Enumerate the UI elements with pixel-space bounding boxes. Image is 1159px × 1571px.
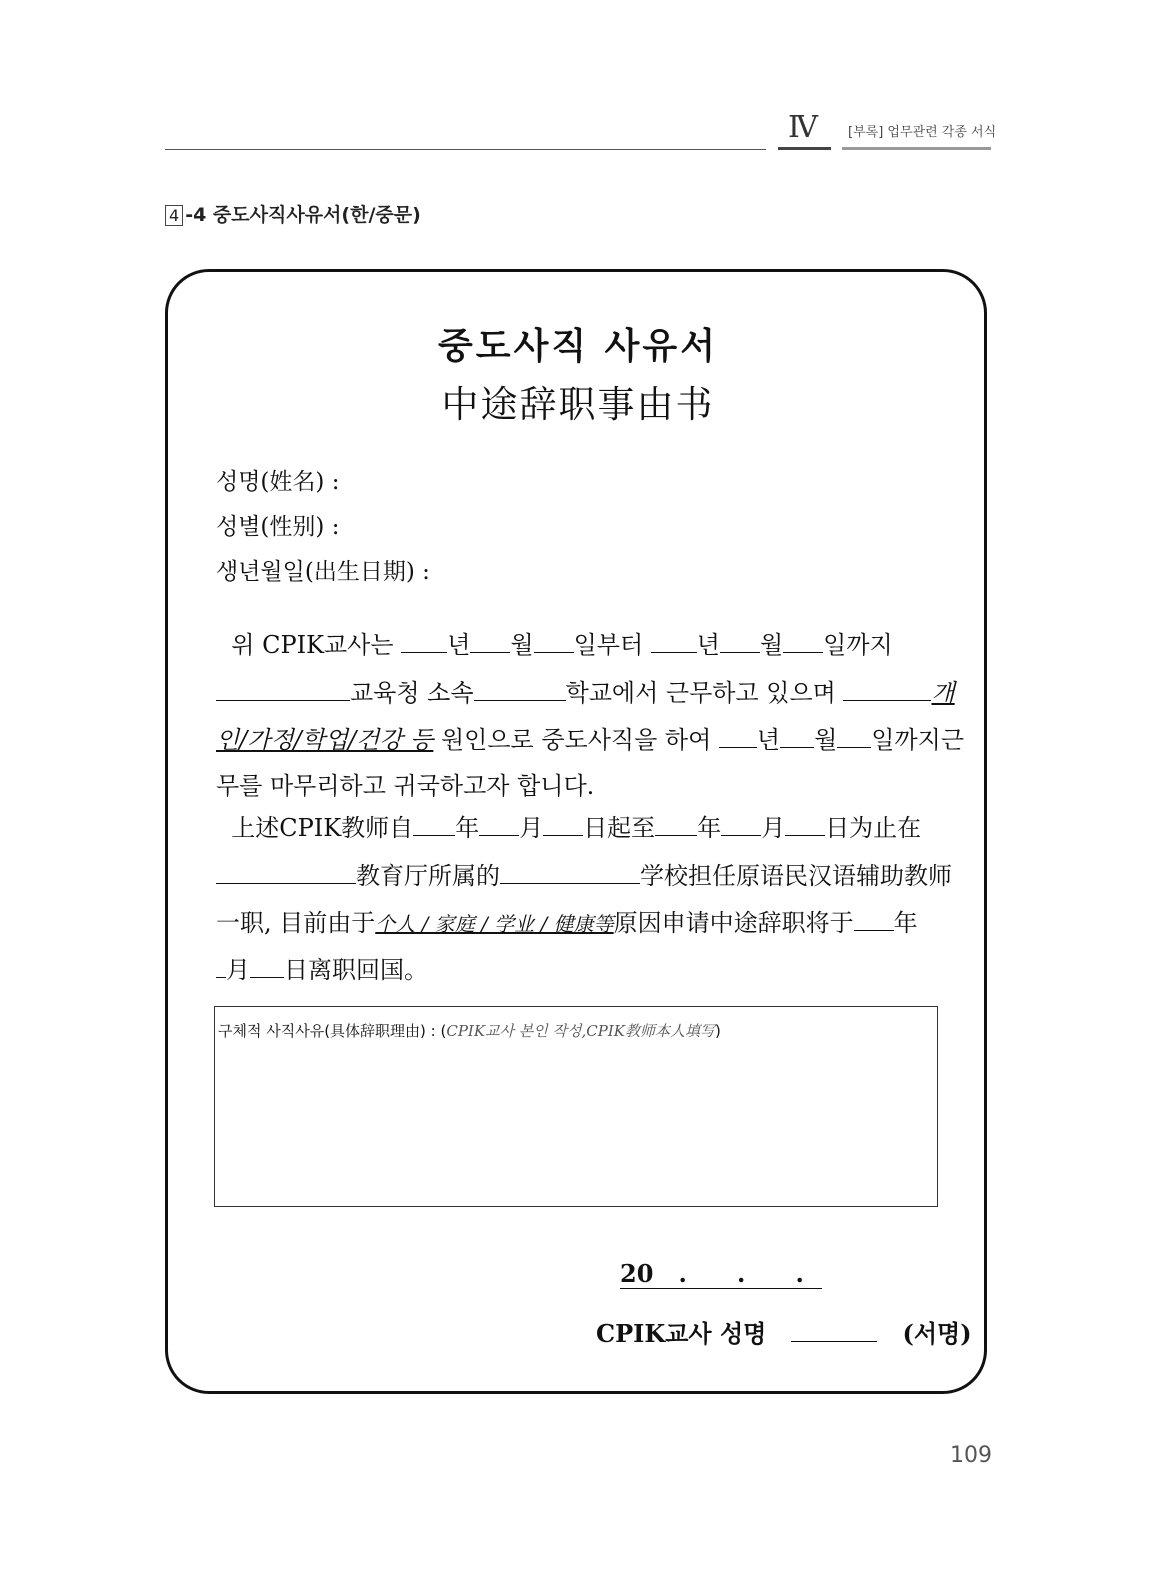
date-field[interactable]: 20 . . . <box>620 1260 822 1289</box>
blank-edu-dept[interactable] <box>216 865 356 884</box>
field-birthdate: 생년월일(出生日期) : <box>216 559 430 585</box>
blank-month[interactable] <box>720 634 760 653</box>
blank-month[interactable] <box>721 817 761 836</box>
reason-note: CPIK교사 본인 작성,CPIK教师本人填写 <box>446 1022 716 1040</box>
signature-line <box>596 1314 972 1349</box>
blank-year[interactable] <box>719 729 757 748</box>
reason-options: 인/가정/학업/건강 등 <box>216 726 434 754</box>
reason-label <box>218 1020 721 1041</box>
text: 학교에서 근무하고 있으며 <box>565 679 836 707</box>
blank-year[interactable] <box>413 817 455 836</box>
form-title-chinese: 中途辞职事由书 <box>441 383 715 426</box>
blank-day[interactable] <box>250 959 284 978</box>
section-number: 4 <box>165 205 183 226</box>
reason-options: 个人 / 家庭 / 学业 / 健康等 <box>375 912 614 936</box>
text: 월 <box>814 726 838 754</box>
text: 上述CPIK教师自 <box>231 814 414 842</box>
text: 원인으로 중도사직을 하여 <box>441 726 712 754</box>
signature-label: CPIK교사 성명 <box>596 1319 767 1348</box>
signature-suffix: (서명) <box>902 1319 972 1348</box>
blank-school[interactable] <box>474 682 566 701</box>
ko-line-2 <box>216 673 955 708</box>
text: 日为止在 <box>825 814 922 842</box>
blank-day[interactable] <box>837 729 871 748</box>
text: 年 <box>697 814 722 842</box>
text: 월 <box>510 631 534 659</box>
header-divider <box>165 149 766 150</box>
chapter-title-underline <box>842 147 991 150</box>
blank-day[interactable] <box>783 634 823 653</box>
blank-year[interactable] <box>651 634 697 653</box>
text: 구체적 사직사유(具体辞职理由) : ( <box>218 1022 447 1040</box>
zh-line-1 <box>216 808 944 843</box>
text: 년 <box>696 631 720 659</box>
text: 일까지근 <box>871 726 965 754</box>
blank-month[interactable] <box>479 817 519 836</box>
text: 学校担任原语民汉语辅助教师 <box>640 862 952 890</box>
text: 년 <box>756 726 781 754</box>
field-gender: 성별(性别) : <box>216 514 340 540</box>
text: 月 <box>761 814 786 842</box>
text: 日起至 <box>583 814 656 842</box>
section-title: 중도사직사유서(한/중문) <box>212 204 421 226</box>
text: 위 CPIK교사는 <box>231 631 394 659</box>
text: 年 <box>893 909 918 937</box>
blank-year[interactable] <box>854 912 894 931</box>
text: 년 <box>447 631 471 659</box>
text: 월 <box>759 631 784 659</box>
text: 일까지 <box>823 631 893 659</box>
blank-year[interactable] <box>401 634 447 653</box>
section-heading <box>165 200 421 227</box>
text: 月 <box>519 814 544 842</box>
text: 年 <box>455 814 480 842</box>
blank-signature-name[interactable] <box>791 1323 877 1342</box>
text: 교육청 소속 <box>350 679 474 707</box>
blank-year[interactable] <box>655 817 697 836</box>
text: 一职, 目前由于 <box>216 909 376 937</box>
page-number: 109 <box>950 1443 992 1468</box>
blank-school[interactable] <box>500 865 640 884</box>
blank-day[interactable] <box>543 817 583 836</box>
blank-month[interactable] <box>470 634 510 653</box>
ko-line-4: 무를 마무리하고 귀국하고자 합니다. <box>216 772 595 800</box>
text: 개 <box>931 679 955 707</box>
chapter-title: [부록] 업무관련 각종 서식 <box>848 125 997 140</box>
chapter-number: Ⅳ <box>788 110 818 145</box>
ko-line-3 <box>216 720 965 755</box>
blank-month[interactable] <box>780 729 814 748</box>
section-suffix: -4 <box>185 204 207 226</box>
chapter-underline <box>778 147 831 150</box>
text: 일부터 <box>573 631 644 659</box>
blank-edu-office[interactable] <box>216 682 350 701</box>
form-title-korean: 중도사직 사유서 <box>438 326 718 367</box>
text: 教育厅所属的 <box>356 862 500 890</box>
text: 原因申请中途辞职将于 <box>613 909 854 937</box>
text: 日离职回国。 <box>284 956 428 984</box>
text: 月 <box>226 956 250 984</box>
blank-reason[interactable] <box>843 682 931 701</box>
blank-month[interactable] <box>216 959 226 978</box>
zh-line-3 <box>216 903 944 938</box>
field-name: 성명(姓名) : <box>216 469 340 495</box>
blank-day[interactable] <box>785 817 825 836</box>
text: ) <box>715 1022 721 1040</box>
ko-line-1 <box>216 625 944 660</box>
zh-line-4 <box>216 950 944 985</box>
blank-day[interactable] <box>534 634 574 653</box>
zh-line-2 <box>216 856 952 891</box>
